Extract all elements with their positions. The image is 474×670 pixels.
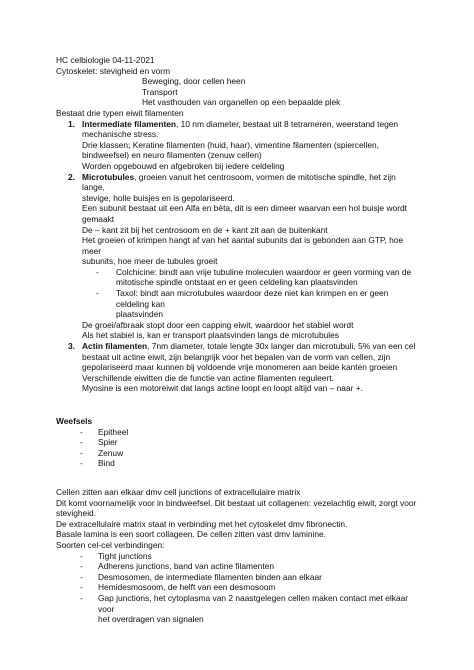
junction-text: Hemidesmosoom, de helft van een desmosoom — [98, 582, 276, 593]
paragraph-line: Soorten cel-cel verbindingen: — [56, 539, 165, 550]
filament-desc: subunits, hoe meer de tubules groeit — [82, 256, 218, 267]
spacer — [56, 469, 420, 487]
list-item — [56, 437, 420, 448]
weefsel-label: Spier — [98, 437, 118, 448]
dash-bullet: - — [80, 561, 83, 572]
dash-bullet: - — [96, 266, 99, 277]
function-line: Het vasthouden van organellen op een bepaalde plek — [142, 97, 341, 108]
drug-text: Taxol: bindt aan microtubules waardoor deze niet kan krimpen en er geen celdeling kan — [116, 288, 389, 309]
list-item — [56, 427, 420, 438]
filament-desc: , groeien vanuit het centrosoom, vormen de mitotische spindle, het zijn lange, — [82, 171, 396, 193]
filament-desc: Drie klassen; Keratine filamenten (huid, haar), vimentine filamenten (spiercellen, — [82, 139, 379, 150]
dash-bullet: - — [80, 458, 83, 469]
filament-desc: De groei/afbraak stopt door een capping eiwit, waardoor het stabiel wordt — [82, 319, 354, 330]
list-item — [56, 458, 420, 469]
drug-text: mitotische spindle ontstaat en er geen celdeling kan plaatsvinden — [116, 277, 358, 288]
junction-text: Tight junctions — [98, 550, 152, 561]
list-item — [56, 561, 420, 572]
filament-desc: Als het stabiel is, kan er transport plaatsvinden langs de microtubules — [82, 330, 339, 341]
dash-bullet: - — [96, 288, 99, 299]
filament-item-intermediate — [56, 119, 420, 172]
list-number: 1. — [68, 118, 75, 129]
list-item — [56, 582, 420, 593]
filament-desc: mechanische stress. — [82, 129, 159, 140]
document-title: HC celbiologie 04-11-2021 — [56, 55, 155, 65]
junction-text: het overdragen van signalen — [98, 614, 204, 625]
drug-text: plaatsvinden — [116, 309, 164, 320]
filament-name: Actin filamenten — [82, 341, 148, 352]
paragraph-line: De extracellulaire matrix staat in verbinding met het cytoskelet dmv fibronectin. — [56, 518, 348, 529]
list-item — [56, 448, 420, 459]
paragraph-line: Basale lamina is een soort collageen. De cellen zitten vast dmv laminine. — [56, 529, 326, 540]
filament-desc: Myosine is een motoreiwit dat langs actine loopt en loopt altijd van – naar +. — [82, 383, 363, 394]
filament-desc: , 10 nm diameter, bestaat uit 8 tetrameren, weerstand tegen — [176, 118, 399, 129]
filament-desc: gemaakt — [82, 213, 115, 224]
dash-bullet: - — [80, 447, 83, 458]
function-line: Beweging, door cellen heen — [142, 76, 246, 87]
filament-item-actin — [56, 341, 420, 394]
filament-desc: bindweefsel) en neuro filamenten (zenuw cellen) — [82, 150, 262, 161]
section-heading-weefsels: Weefsels — [56, 416, 93, 426]
filament-name: Microtubules — [82, 171, 135, 182]
paragraph-line: Cellen zitten aan elkaar dmv cell junctions of extracellulaire matrix — [56, 486, 301, 497]
filament-name: Intermediate filamenten — [82, 118, 177, 129]
dash-bullet: - — [80, 550, 83, 561]
cytoskelet-line: Cytoskelet: stevigheid en vorm — [56, 65, 171, 76]
dash-bullet: - — [80, 592, 83, 603]
filament-desc: bestaat uit actine eiwit, zijn belangrijk voor het bepalen van de vorm van cellen, zijn — [82, 351, 391, 362]
drug-text: Colchicine: bindt aan vrije tubuline moleculen waardoor er geen vorming van de — [116, 266, 412, 277]
filament-desc: Worden opgebouwd en afgebroken bij iedere celdeling — [82, 160, 285, 171]
paragraph-line: stevigheid. — [56, 508, 97, 519]
filament-item-microtubules — [56, 172, 420, 342]
filament-desc: Een subunit bestaat uit een Alfa en bèta, dit is een dimeer waarvan een hol buisje wordt — [82, 203, 407, 214]
filament-desc: Het groeien of krimpen hangt af van het aantal subunits dat is gebonden aan GTP, hoe meer — [82, 235, 404, 256]
dash-bullet: - — [80, 426, 83, 437]
junction-text: Gap junctions, het cytoplasma van 2 naastgelegen cellen maken contact met elkaar voor — [98, 592, 409, 614]
list-number: 2. — [68, 171, 75, 182]
drug-item-taxol — [82, 288, 420, 320]
document-content — [56, 55, 420, 625]
filament-desc: stevige, holle buisjes en is gepolariseerd. — [82, 192, 235, 203]
list-item — [56, 551, 420, 562]
weefsel-label: Bind — [98, 458, 115, 469]
weefsel-label: Zenuw — [98, 447, 124, 458]
types-intro: Bestaat drie typen eiwit filamenten — [56, 107, 184, 118]
filament-desc: gepolariseerd maar kunnen bij voldoende vrije monomeren aan beide kanten groeien — [82, 362, 398, 373]
filament-desc: De – kant zit bij het centrosoom en de + kant zit aan de buitenkant — [82, 224, 328, 235]
dash-bullet: - — [80, 437, 83, 448]
spacer — [56, 394, 420, 416]
dash-bullet: - — [80, 582, 83, 593]
list-item — [56, 572, 420, 583]
dash-bullet: - — [80, 571, 83, 582]
filament-desc: Verschillende eiwitten die de functie van actine filamenten reguleert. — [82, 372, 334, 383]
weefsel-label: Epitheel — [98, 426, 129, 437]
list-item — [56, 593, 420, 625]
paragraph-line: Dit komt voornamelijk voor in bindweefsel. Dit bestaat uit collagenen: vezelachtig eiwit, zorgt voor — [56, 497, 417, 508]
junction-text: Desmosomen, de intermediate filamenten binden aan elkaar — [98, 571, 322, 582]
function-line: Transport — [142, 86, 178, 97]
filament-desc: , 7nm diameter, totale lengte 30x langer dan microtubuli, 5% van een cel — [147, 341, 416, 352]
junction-text: Adherens junctions, band van actine filamenten — [98, 561, 274, 572]
list-number: 3. — [68, 341, 75, 352]
drug-item-colchicine — [82, 267, 420, 288]
